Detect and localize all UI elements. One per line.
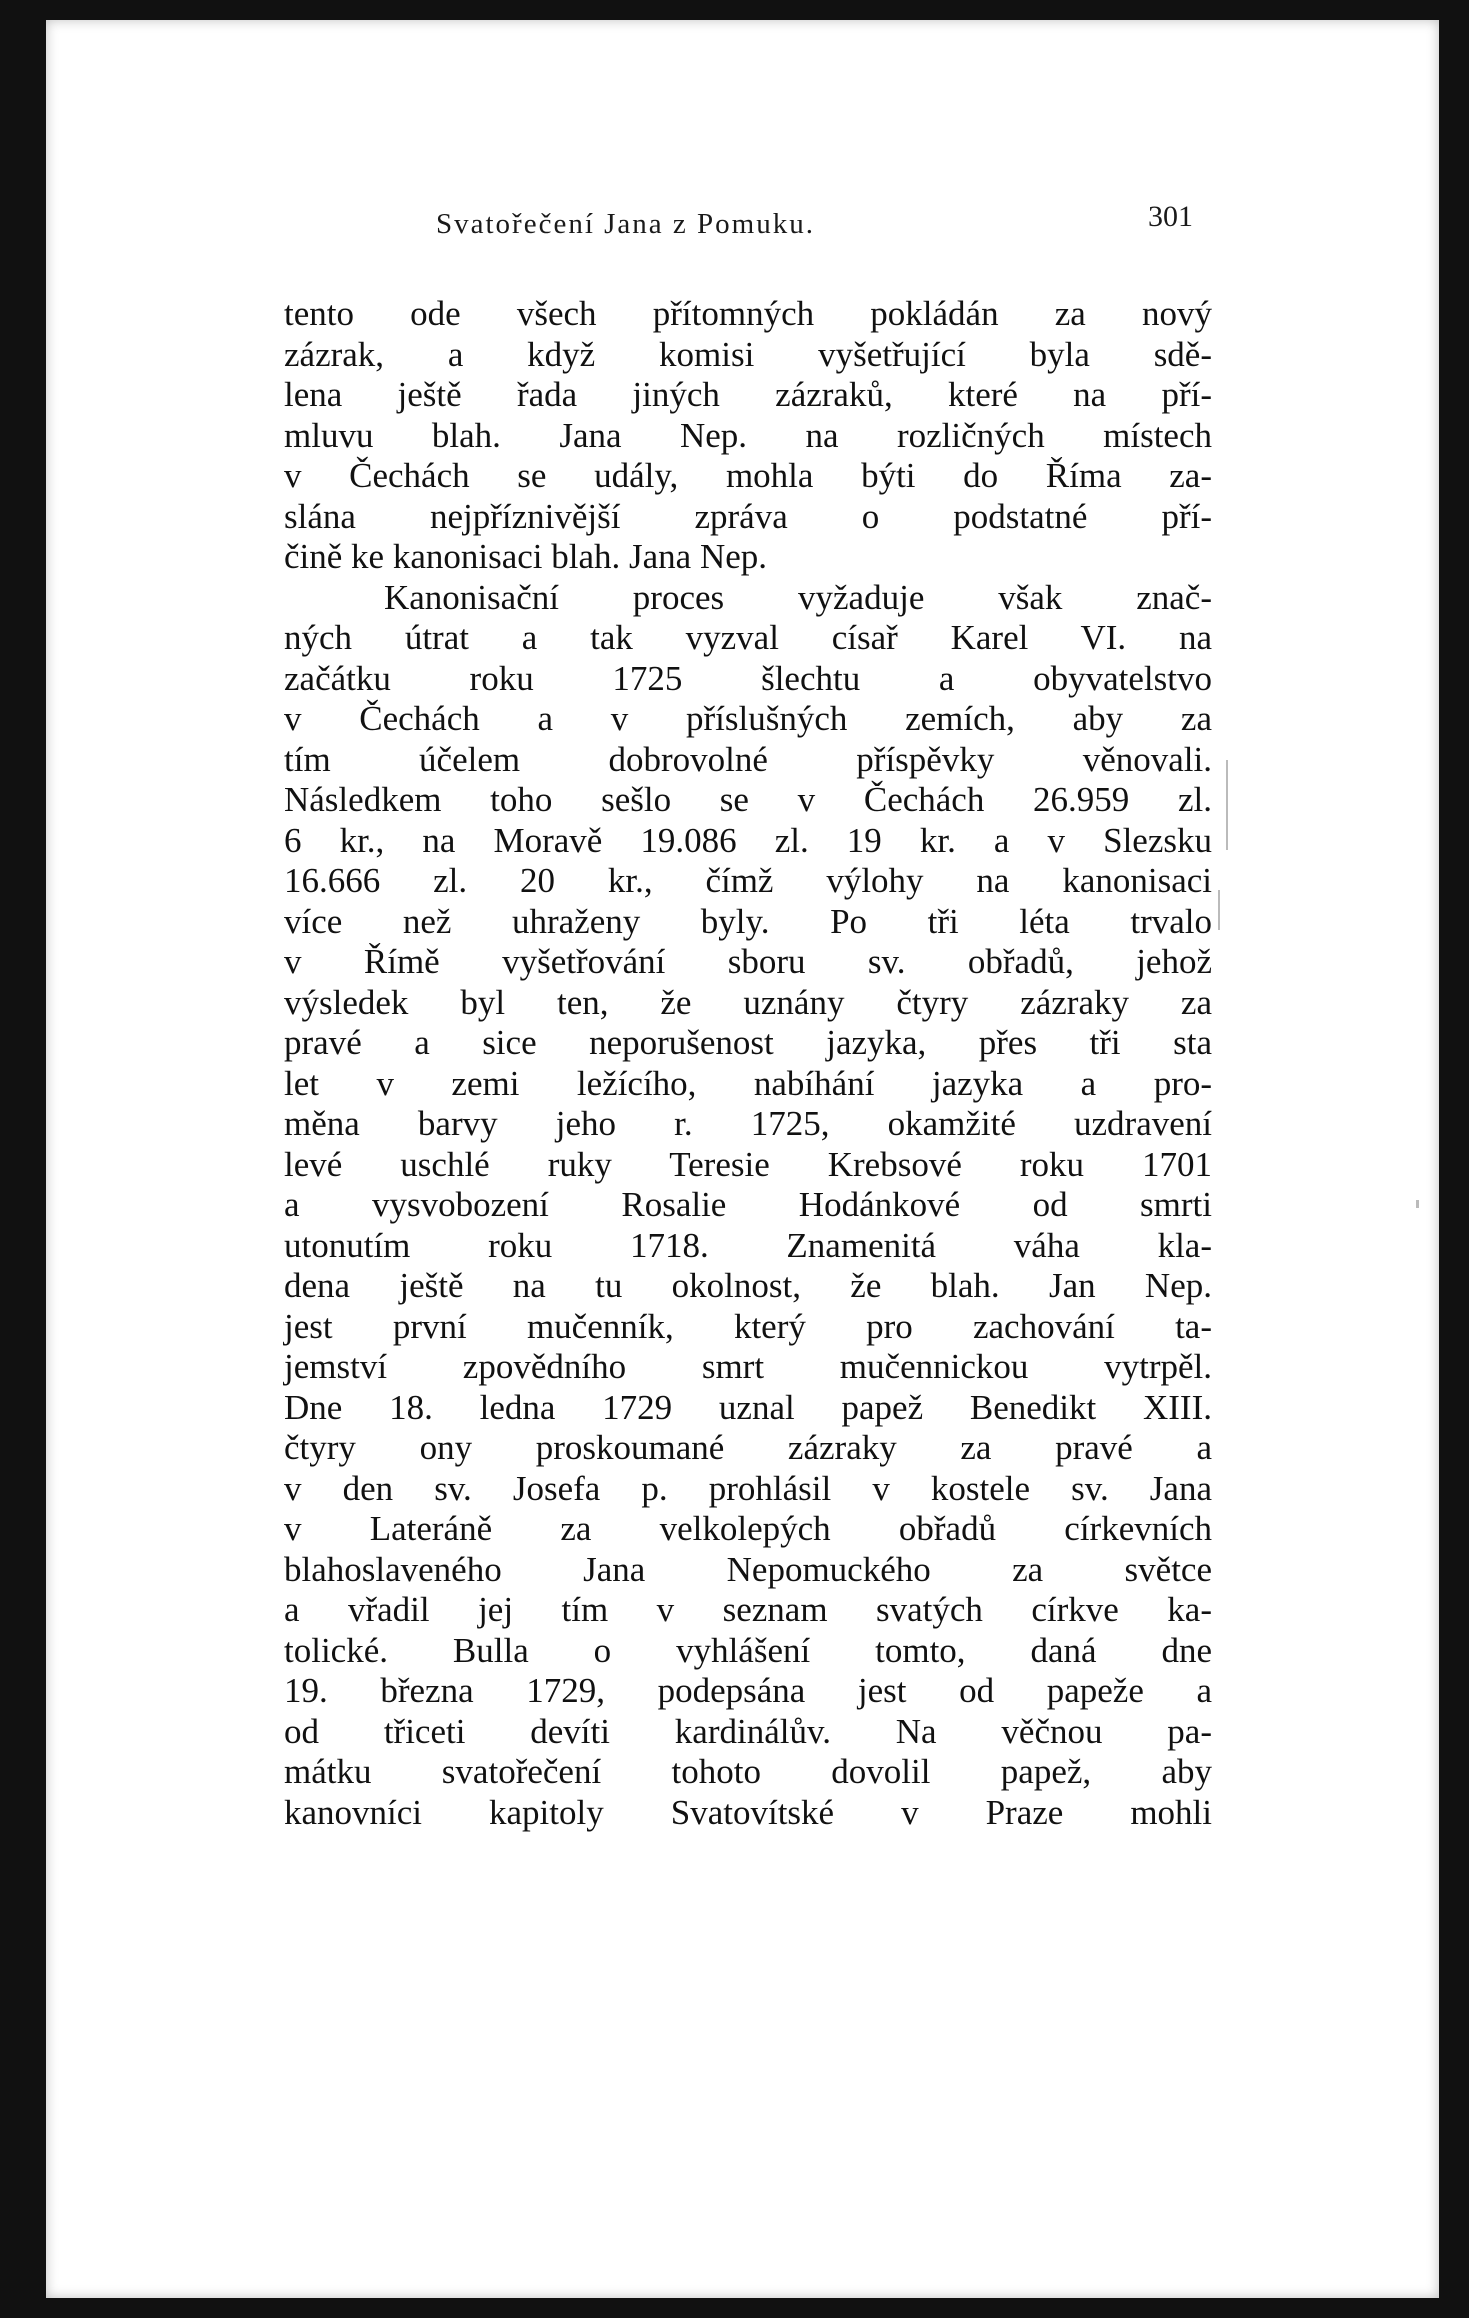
text-line: více než uhraženy byly. Po tři léta trvalo xyxy=(284,901,1212,941)
text-line: mluvu blah. Jana Nep. na rozličných místech xyxy=(284,415,1212,455)
scan-speck xyxy=(1416,1200,1419,1208)
text-line: v Čechách se udály, mohla býti do Říma za- xyxy=(284,456,1212,495)
text-line: a vřadil jej tím v seznam svatých církve ka- xyxy=(284,1590,1212,1629)
text-line: pravé a sice neporušenost jazyka, přes tři sta xyxy=(284,1023,1212,1062)
text-line: tím účelem dobrovolné příspěvky věnovali. xyxy=(284,739,1212,779)
book-page xyxy=(46,20,1439,2298)
text-line: kanovníci kapitoly Svatovítské v Praze mohli xyxy=(284,1792,1212,1832)
scan-speck xyxy=(1218,890,1220,930)
scan-speck xyxy=(1226,760,1228,850)
page-number: 301 xyxy=(1148,200,1193,233)
text-line: jest první mučenník, který pro zachování ta- xyxy=(284,1306,1212,1346)
text-line: slána nejpříznivější zpráva o podstatné pří- xyxy=(284,496,1212,536)
text-line: čině ke kanonisaci blah. Jana Nep. xyxy=(284,537,768,576)
text-line: lena ještě řada jiných zázraků, které na pří- xyxy=(284,375,1212,414)
text-line: tolické. Bulla o vyhlášení tomto, daná dne xyxy=(284,1630,1212,1670)
text-line: od třiceti devíti kardinálův. Na věčnou pa- xyxy=(284,1711,1212,1751)
text-line: v Čechách a v příslušných zemích, aby za xyxy=(284,699,1212,738)
text-line: začátku roku 1725 šlechtu a obyvatelstvo xyxy=(284,658,1212,698)
text-line: blahoslaveného Jana Nepomuckého za světce xyxy=(284,1549,1212,1589)
text-line: výsledek byl ten, že uznány čtyry zázraky za xyxy=(284,982,1212,1022)
text-line: v Římě vyšetřování sboru sv. obřadů, jehož xyxy=(284,942,1212,981)
text-line: měna barvy jeho r. 1725, okamžité uzdravení xyxy=(284,1104,1212,1143)
text-line: 16.666 zl. 20 kr., čímž výlohy na kanonisaci xyxy=(284,861,1212,900)
text-line: zázrak, a když komisi vyšetřující byla sdě- xyxy=(284,334,1212,374)
paragraph-first-line: Kanonisační proces vyžaduje však znač- xyxy=(384,577,1212,617)
text-line: v den sv. Josefa p. prohlásil v kostele sv. Jana xyxy=(284,1468,1212,1508)
text-line: Dne 18. ledna 1729 uznal papež Benedikt XIII. xyxy=(284,1387,1212,1427)
text-line: mátku svatořečení tohoto dovolil papež, aby xyxy=(284,1752,1212,1791)
text-line: utonutím roku 1718. Znamenitá váha kla- xyxy=(284,1225,1212,1265)
text-line: a vysvobození Rosalie Hodánkové od smrti xyxy=(284,1185,1212,1224)
text-line: dena ještě na tu okolnost, že blah. Jan Nep. xyxy=(284,1266,1212,1305)
text-line: ných útrat a tak vyzval císař Karel VI. na xyxy=(284,618,1212,657)
text-line: Následkem toho sešlo se v Čechách 26.959 zl. xyxy=(284,780,1212,819)
text-line: 6 kr., na Moravě 19.086 zl. 19 kr. a v Slezsku xyxy=(284,820,1212,860)
running-head: Svatořečení Jana z Pomuku. xyxy=(436,208,815,240)
text-line: v Lateráně za velkolepých obřadů církevních xyxy=(284,1509,1212,1548)
text-line: jemství zpovědního smrt mučennickou vytrpěl. xyxy=(284,1347,1212,1386)
text-line: čtyry ony proskoumané zázraky za pravé a xyxy=(284,1428,1212,1467)
text-line: let v zemi ležícího, nabíhání jazyka a pro- xyxy=(284,1063,1212,1103)
text-line: tento ode všech přítomných pokládán za nový xyxy=(284,294,1212,333)
text-line: 19. března 1729, podepsána jest od papeže a xyxy=(284,1671,1212,1710)
body-text xyxy=(284,294,1212,1833)
text-line: levé uschlé ruky Teresie Krebsové roku 1701 xyxy=(284,1144,1212,1184)
